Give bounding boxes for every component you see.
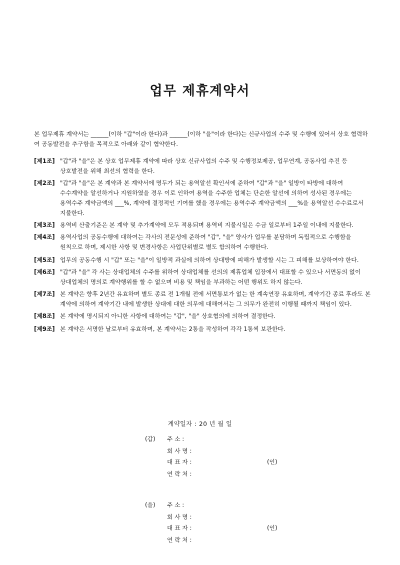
- article-text: 업무의 공동수행 시 "갑" 또는 "을"이 일방적 과실에 의하여 상대방에 피해가 발생할 시는 그 피해를 보상하여야 한다.: [60, 257, 359, 264]
- party-b-label: (을): [145, 503, 156, 510]
- article-number: [제2조]: [34, 181, 55, 188]
- field-label: 주 소 :: [167, 437, 185, 444]
- party-b-company-row: [145, 511, 345, 523]
- article-number: [제7조]: [34, 292, 55, 299]
- party-a-block: [145, 433, 345, 479]
- article-number: [제6조]: [34, 269, 55, 276]
- intro-paragraph: 본 업무제휴 계약서는 ______(이하 "갑"이라 한다)과 ______(이하 "을"이라 한다)는 신규사업의 수주 및 수행에 있어서 상호 협력하여 공동발전을 추구함을 목적으로 아래와 같이 협약한다.: [34, 132, 368, 148]
- party-a-representative-row: [145, 456, 345, 468]
- contract-date-line: 계약일자 : 20 년 월 일: [167, 421, 233, 428]
- party-a-label: (갑): [145, 437, 156, 444]
- article-number: [제5조]: [34, 257, 55, 264]
- article-5: [34, 257, 372, 267]
- article-text: "갑"과 "을" 각 사는 상대업체의 수주를 위하여 상대업체를 선의의 제휴업체 입장에서 대표할 수 있으나 서면동의 없이 상대업체의 명의로 계약행위를 할 수 없으며 비용 및 책임을 부과하는 어떤 행위도 하지 않는다.: [60, 269, 361, 286]
- party-a-company-row: [145, 445, 345, 457]
- field-label: 대 표 자 :: [167, 526, 192, 533]
- article-6: [34, 269, 372, 289]
- party-b-address-row: [145, 499, 345, 511]
- field-label: 연 락 처 :: [167, 538, 192, 545]
- party-b-representative-row: [145, 522, 345, 534]
- field-label: 회 사 명 :: [167, 514, 192, 521]
- article-number: [제9조]: [34, 326, 55, 333]
- article-8: [34, 313, 372, 323]
- article-7: [34, 291, 372, 311]
- party-b-block: [145, 499, 345, 545]
- article-list: [34, 158, 372, 338]
- party-a-address-row: [145, 433, 345, 445]
- article-text: 본 계약은 서명한 날로부터 유효하며, 본 계약서는 2통을 작성하여 각각 1통씩 보관한다.: [60, 326, 286, 333]
- field-label: 대 표 자 :: [167, 460, 192, 467]
- article-9: [34, 326, 372, 336]
- document-title: 업무 제휴계약서: [149, 84, 251, 99]
- article-number: [제8조]: [34, 314, 55, 321]
- article-text: 용역사업의 공동수행에 대하여는 각사의 전문성에 준하여 "갑", "을" 양사가 업무를 분담하며 독립적으로 수행함을 원칙으로 하며, 제시한 사항 및 변경사항은 사업단위별로 별도 합의하여 수행한다.: [60, 235, 352, 252]
- article-number: [제1조]: [34, 159, 55, 165]
- article-text: 용역비 산출기준은 본 계약 및 추가계약에 모두 적용되며 용역비 지불시일은 수금 일로부터 1주일 이내에 지불한다.: [60, 222, 354, 229]
- field-label: 연 락 처 :: [167, 472, 192, 479]
- field-label: 회 사 명 :: [167, 448, 192, 455]
- article-text: 본 계약은 향후 2년간 유효하며 별도 종료 전 1개월 전에 서면통보가 없는 한 계속연장 유효하며, 계약기간 종료 후라도 본 계약에 의하여 계약기간 내에 발생한 상대에 대한 의무에 대해여서는 그 의무가 완전히 이행될 때까지 책임이 있다.: [60, 292, 371, 308]
- seal-mark: (인): [267, 526, 278, 533]
- article-number: [제3조]: [34, 222, 55, 229]
- article-3: [34, 222, 372, 232]
- article-number: [제4조]: [34, 235, 55, 242]
- article-text: "갑"과 "을"은 본 상호 업무제휴 계약에 따라 상호 신규사업의 수주 및 수행정보제공, 업무연계, 공동사업 추진 등 상호발전을 위해 최선의 협력을 한다.: [60, 159, 348, 175]
- party-a-contact-row: [145, 468, 345, 480]
- article-text: "갑"과 "을"은 본 계약과 본 계약서에 명두가 되는 용역알선 확인서에 준하여 "갑"과 "을" 일방이 타방에 대하여 수수계약을 알선하거나 지원하였을 경우 이로 인하여 용역을 수주한 업체는 단순한 알선에 의하여 성사된 경우에는 용역수주 계약금액의 ___%, 계약에 결정적인 기여를 했을 경우에는 용역수주 계약금액의 ___%을 용역알선 수수료로서 지불한다.: [60, 181, 364, 217]
- field-label: 주 소 :: [167, 503, 185, 510]
- party-b-contact-row: [145, 534, 345, 546]
- article-2: [34, 180, 372, 219]
- seal-mark: (인): [267, 460, 278, 467]
- article-4: [34, 234, 372, 254]
- article-1: [34, 158, 372, 178]
- article-text: 본 계약에 명시되지 아니한 사항에 대하여는 "갑", "을" 상호협의에 의하여 결정한다.: [60, 314, 276, 321]
